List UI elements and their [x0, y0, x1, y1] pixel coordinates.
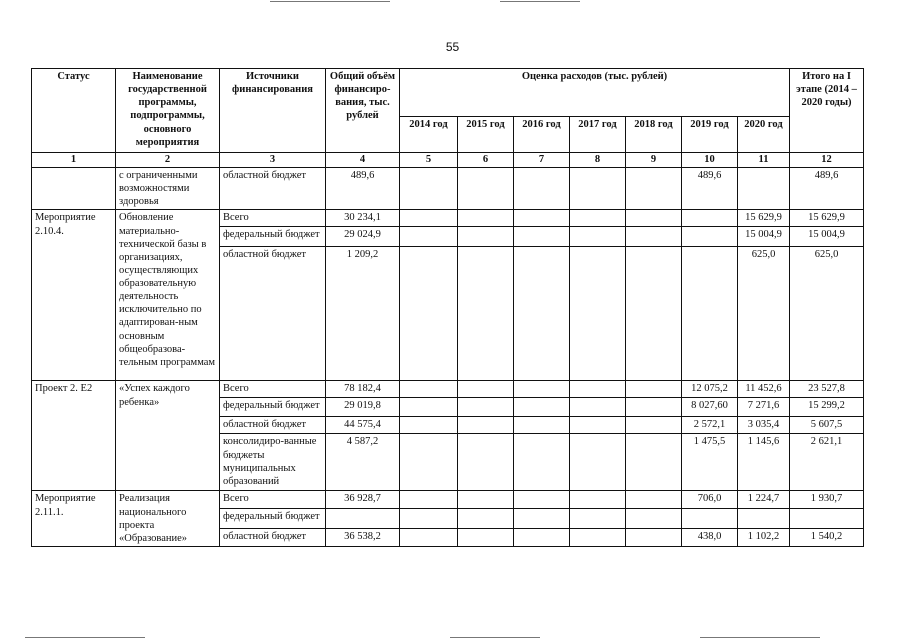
stage-total-cell: 15 004,9: [790, 227, 864, 247]
source-cell: федеральный бюджет: [220, 508, 326, 529]
year-2016-cell: [514, 210, 570, 227]
column-number: 2: [116, 153, 220, 168]
year-2014-cell: [400, 247, 458, 381]
year-2016-cell: [514, 168, 570, 210]
header-name: Наименование государственной программы, подпрограммы, основного мероприятия: [116, 69, 220, 153]
total-cell: 44 575,4: [326, 417, 400, 434]
year-2017-cell: [570, 210, 626, 227]
column-number-row: [32, 153, 864, 168]
table-row: [32, 210, 864, 227]
year-2017-cell: [570, 227, 626, 247]
source-cell: консолидиро-ванные бюджеты муниципальных образований: [220, 434, 326, 491]
year-2015-cell: [458, 398, 514, 417]
year-2015-cell: [458, 434, 514, 491]
year-2019-cell: [682, 210, 738, 227]
year-2017-cell: [570, 529, 626, 546]
total-cell: 78 182,4: [326, 381, 400, 398]
year-2016-cell: [514, 247, 570, 381]
header-year: 2015 год: [458, 117, 514, 153]
page-number: 55: [445, 40, 460, 54]
header-sources: Источники финансирования: [220, 69, 326, 153]
year-2020-cell: [738, 508, 790, 529]
year-2015-cell: [458, 210, 514, 227]
stage-total-cell: 5 607,5: [790, 417, 864, 434]
year-2014-cell: [400, 508, 458, 529]
year-2020-cell: 7 271,6: [738, 398, 790, 417]
total-cell: [326, 508, 400, 529]
year-2018-cell: [626, 210, 682, 227]
year-2014-cell: [400, 227, 458, 247]
year-2019-cell: 438,0: [682, 529, 738, 546]
year-2018-cell: [626, 529, 682, 546]
table-row: [32, 168, 864, 210]
year-2014-cell: [400, 210, 458, 227]
total-cell: 1 209,2: [326, 247, 400, 381]
total-cell: 29 024,9: [326, 227, 400, 247]
year-2018-cell: [626, 417, 682, 434]
year-2018-cell: [626, 227, 682, 247]
year-2020-cell: 1 224,7: [738, 491, 790, 508]
year-2017-cell: [570, 381, 626, 398]
stage-total-cell: 489,6: [790, 168, 864, 210]
column-number: 4: [326, 153, 400, 168]
year-2017-cell: [570, 398, 626, 417]
year-2020-cell: 1 102,2: [738, 529, 790, 546]
header-stage-total: Итого на I этапе (2014 – 2020 годы): [790, 69, 864, 153]
year-2020-cell: 15 629,9: [738, 210, 790, 227]
source-cell: областной бюджет: [220, 168, 326, 210]
column-number: 12: [790, 153, 864, 168]
scan-edge-line: [270, 1, 390, 2]
header-year: 2019 год: [682, 117, 738, 153]
source-cell: Всего: [220, 381, 326, 398]
name-cell: с ограниченными возможностями здоровья: [116, 168, 220, 210]
year-2018-cell: [626, 168, 682, 210]
stage-total-cell: 2 621,1: [790, 434, 864, 491]
header-status: Статус: [32, 69, 116, 153]
table-row: [32, 491, 864, 508]
source-cell: федеральный бюджет: [220, 398, 326, 417]
year-2016-cell: [514, 227, 570, 247]
source-cell: областной бюджет: [220, 247, 326, 381]
header-estimate: Оценка расходов (тыс. рублей): [400, 69, 790, 117]
year-2019-cell: 706,0: [682, 491, 738, 508]
column-number: 7: [514, 153, 570, 168]
year-2018-cell: [626, 434, 682, 491]
status-cell: [32, 168, 116, 210]
year-2019-cell: [682, 247, 738, 381]
year-2016-cell: [514, 381, 570, 398]
budget-table: [31, 68, 864, 547]
year-2019-cell: 8 027,60: [682, 398, 738, 417]
header-total: Общий объём финансиро-вания, тыс. рублей: [326, 69, 400, 153]
year-2016-cell: [514, 508, 570, 529]
year-2015-cell: [458, 508, 514, 529]
year-2017-cell: [570, 247, 626, 381]
scan-edge-line: [500, 1, 580, 2]
total-cell: 489,6: [326, 168, 400, 210]
year-2019-cell: [682, 508, 738, 529]
year-2019-cell: 489,6: [682, 168, 738, 210]
year-2016-cell: [514, 529, 570, 546]
column-number: 10: [682, 153, 738, 168]
stage-total-cell: [790, 508, 864, 529]
year-2019-cell: 12 075,2: [682, 381, 738, 398]
total-cell: 36 538,2: [326, 529, 400, 546]
stage-total-cell: 23 527,8: [790, 381, 864, 398]
year-2015-cell: [458, 227, 514, 247]
year-2018-cell: [626, 398, 682, 417]
year-2016-cell: [514, 491, 570, 508]
year-2020-cell: 625,0: [738, 247, 790, 381]
year-2017-cell: [570, 508, 626, 529]
total-cell: 36 928,7: [326, 491, 400, 508]
name-cell: Обновление материально-технической базы в организациях, осуществляющих образовательную деятельность исключительно по адаптирован-ным основным общеобразова-тельным программам: [116, 210, 220, 381]
year-2020-cell: 15 004,9: [738, 227, 790, 247]
source-cell: Всего: [220, 210, 326, 227]
year-2017-cell: [570, 434, 626, 491]
year-2014-cell: [400, 529, 458, 546]
year-2020-cell: 11 452,6: [738, 381, 790, 398]
year-2019-cell: 2 572,1: [682, 417, 738, 434]
header-year: 2018 год: [626, 117, 682, 153]
year-2017-cell: [570, 417, 626, 434]
column-number: 6: [458, 153, 514, 168]
header-year: 2016 год: [514, 117, 570, 153]
status-cell: Мероприятие 2.10.4.: [32, 210, 116, 381]
total-cell: 30 234,1: [326, 210, 400, 227]
year-2014-cell: [400, 398, 458, 417]
year-2017-cell: [570, 491, 626, 508]
year-2018-cell: [626, 381, 682, 398]
year-2020-cell: 1 145,6: [738, 434, 790, 491]
total-cell: 4 587,2: [326, 434, 400, 491]
scan-edge-line: [700, 637, 820, 638]
year-2018-cell: [626, 508, 682, 529]
header-year: 2017 год: [570, 117, 626, 153]
year-2014-cell: [400, 417, 458, 434]
year-2016-cell: [514, 434, 570, 491]
year-2020-cell: 3 035,4: [738, 417, 790, 434]
year-2018-cell: [626, 247, 682, 381]
year-2014-cell: [400, 381, 458, 398]
source-cell: Всего: [220, 491, 326, 508]
year-2014-cell: [400, 434, 458, 491]
status-cell: Мероприятие 2.11.1.: [32, 491, 116, 547]
year-2014-cell: [400, 168, 458, 210]
column-number: 9: [626, 153, 682, 168]
stage-total-cell: 15 299,2: [790, 398, 864, 417]
name-cell: Реализация национального проекта «Образование»: [116, 491, 220, 547]
column-number: 1: [32, 153, 116, 168]
source-cell: областной бюджет: [220, 417, 326, 434]
year-2015-cell: [458, 491, 514, 508]
year-2015-cell: [458, 168, 514, 210]
year-2015-cell: [458, 417, 514, 434]
year-2014-cell: [400, 491, 458, 508]
header-year: 2020 год: [738, 117, 790, 153]
year-2019-cell: [682, 227, 738, 247]
year-2015-cell: [458, 247, 514, 381]
table-row: [32, 381, 864, 398]
year-2015-cell: [458, 381, 514, 398]
year-2016-cell: [514, 417, 570, 434]
total-cell: 29 019,8: [326, 398, 400, 417]
stage-total-cell: 1 930,7: [790, 491, 864, 508]
stage-total-cell: 15 629,9: [790, 210, 864, 227]
source-cell: областной бюджет: [220, 529, 326, 546]
year-2016-cell: [514, 398, 570, 417]
year-2017-cell: [570, 168, 626, 210]
stage-total-cell: 625,0: [790, 247, 864, 381]
column-number: 8: [570, 153, 626, 168]
name-cell: «Успех каждого ребенка»: [116, 381, 220, 491]
column-number: 5: [400, 153, 458, 168]
column-number: 11: [738, 153, 790, 168]
year-2015-cell: [458, 529, 514, 546]
source-cell: федеральный бюджет: [220, 227, 326, 247]
scan-edge-line: [25, 637, 145, 638]
header-year: 2014 год: [400, 117, 458, 153]
year-2019-cell: 1 475,5: [682, 434, 738, 491]
stage-total-cell: 1 540,2: [790, 529, 864, 546]
status-cell: Проект 2. Е2: [32, 381, 116, 491]
scan-edge-line: [450, 637, 540, 638]
year-2018-cell: [626, 491, 682, 508]
column-number: 3: [220, 153, 326, 168]
year-2020-cell: [738, 168, 790, 210]
